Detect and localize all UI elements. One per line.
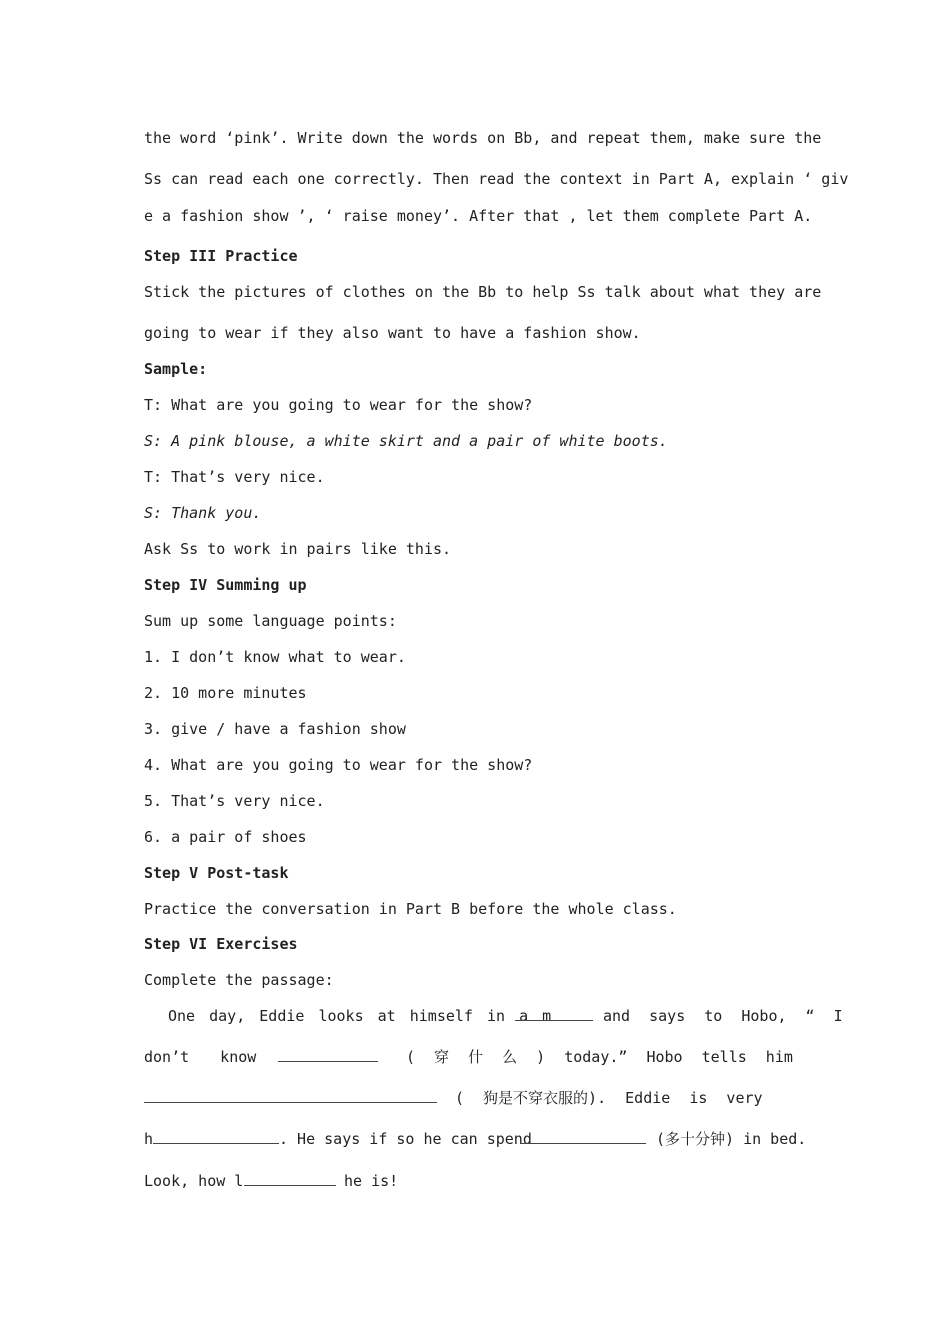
dialogue-line: T: That’s very nice. (144, 468, 325, 486)
answer-blank[interactable] (153, 1129, 279, 1144)
language-point: 6. a pair of shoes (144, 828, 307, 846)
passage-text: (多十分钟) in bed. (656, 1130, 807, 1148)
answer-blank[interactable] (520, 1129, 646, 1144)
passage-text: . He says if so he can spend (279, 1130, 532, 1148)
step5-heading: Step V Post-task (144, 864, 289, 882)
language-point: 3. give / have a fashion show (144, 720, 406, 738)
passage-text: and says to Hobo, “ I (603, 1007, 843, 1025)
step3-line-2: going to wear if they also want to have a fashion show. (144, 324, 641, 342)
passage-text: ( 穿 什 么 ) today.” Hobo tells him (406, 1048, 793, 1066)
step4-heading: Step IV Summing up (144, 576, 307, 594)
passage-text: he is! (344, 1172, 399, 1190)
language-point: 4. What are you going to wear for the show? (144, 756, 533, 774)
passage-text: don’t know (144, 1048, 257, 1066)
passage-text: Look, how l (144, 1172, 244, 1190)
answer-blank[interactable] (278, 1047, 378, 1062)
dialogue-line: T: What are you going to wear for the show? (144, 396, 533, 414)
sample-heading: Sample: (144, 360, 208, 378)
dialogue-line: S: Thank you. (144, 504, 262, 522)
intro-line-1: the word ‘pink’. Write down the words on Bb, and repeat them, make sure the (144, 129, 822, 147)
language-point: 5. That’s very nice. (144, 792, 325, 810)
step5-line: Practice the conversation in Part B before the whole class. (144, 900, 677, 918)
passage-text: h (144, 1130, 154, 1148)
language-point: 1. I don’t know what to wear. (144, 648, 406, 666)
dialogue-line: S: A pink blouse, a white skirt and a pair of white boots. (144, 432, 668, 450)
language-point: 2. 10 more minutes (144, 684, 307, 702)
passage-text: ( 狗是不穿衣服的). Eddie is very (455, 1089, 763, 1107)
step6-heading: Step VI Exercises (144, 935, 298, 953)
answer-blank[interactable] (515, 1006, 593, 1021)
passage-text: One day, Eddie looks at himself in a m (168, 1007, 552, 1025)
sample-instruction: Ask Ss to work in pairs like this. (144, 540, 452, 558)
step6-intro: Complete the passage: (144, 971, 334, 989)
step3-heading: Step III Practice (144, 247, 298, 265)
step3-line-1: Stick the pictures of clothes on the Bb to help Ss talk about what they are (144, 283, 822, 301)
step4-intro: Sum up some language points: (144, 612, 397, 630)
intro-line-2: Ss can read each one correctly. Then read the context in Part A, explain ‘ giv (144, 170, 849, 188)
answer-blank[interactable] (144, 1088, 437, 1103)
answer-blank[interactable] (244, 1171, 336, 1186)
intro-line-3: e a fashion show ’, ‘ raise money’. After that , let them complete Part A. (144, 207, 813, 225)
